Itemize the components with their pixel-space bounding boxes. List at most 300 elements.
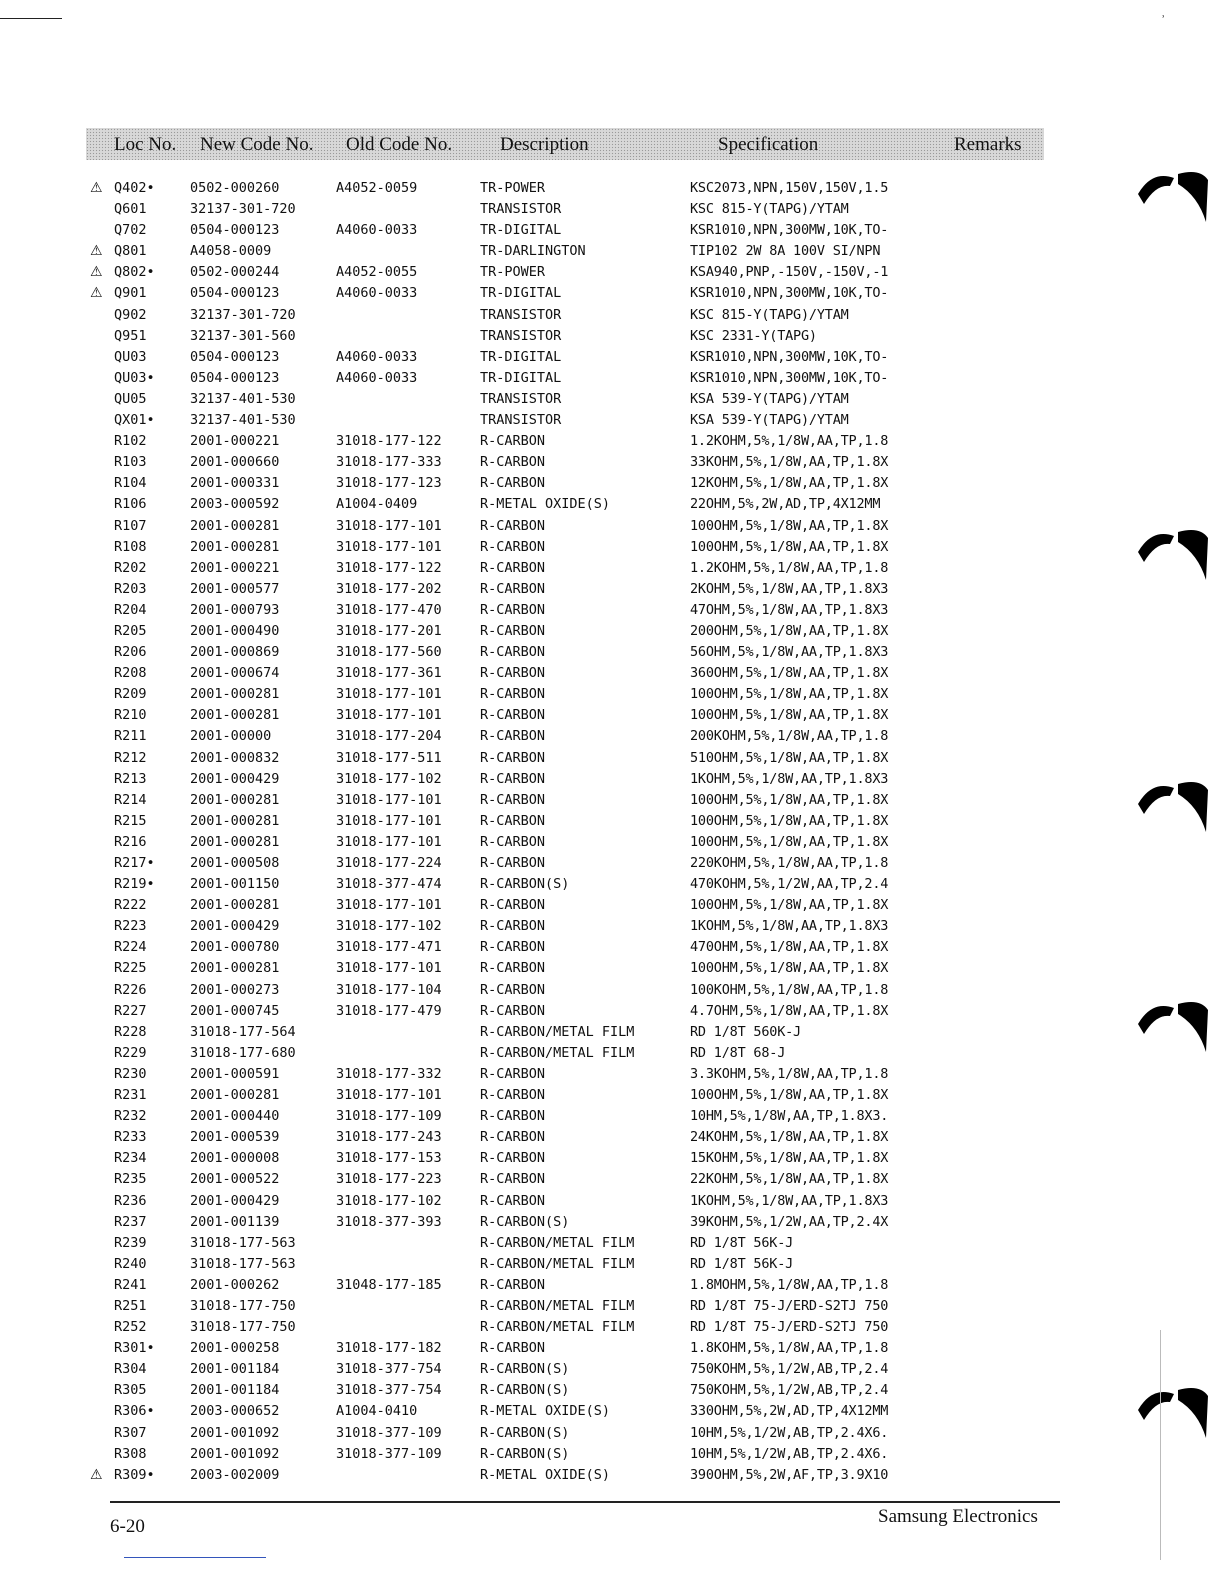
loc-no: R217•	[114, 855, 155, 871]
loc-no: QU03	[114, 348, 147, 365]
specification: 510OHM,5%,1/8W,AA,TP,1.8X	[690, 749, 889, 766]
loc-no: R230	[114, 1065, 147, 1082]
new-code: 31018-177-750	[190, 1319, 296, 1336]
description: R-CARBON/METAL FILM	[480, 1297, 635, 1314]
loc-no: R251	[114, 1297, 147, 1314]
new-code: 2001-000008	[190, 1150, 280, 1167]
loc-no: R309•	[114, 1466, 155, 1483]
loc-no: R229	[114, 1044, 147, 1061]
new-code: 0504-000123	[190, 348, 280, 365]
specification: TIP102 2W 8A 100V SI/NPN	[690, 243, 881, 260]
table-row	[86, 1022, 1086, 1043]
table-row	[86, 1064, 1086, 1085]
binder-hole-mark-5	[1134, 1376, 1210, 1440]
description: R-CARBON	[480, 1065, 546, 1082]
new-code: 2001-000273	[190, 981, 280, 998]
description: R-CARBON	[480, 770, 546, 787]
new-code: 2001-000429	[190, 1192, 280, 1209]
table-row	[86, 326, 1086, 347]
specification: 470KOHM,5%,1/2W,AA,TP,2.4	[690, 876, 889, 893]
old-code: 31018-177-153	[336, 1150, 442, 1167]
footer-rule	[110, 1501, 1060, 1503]
specification: KSR1010,NPN,300MW,10K,TO-	[690, 222, 889, 239]
specification: 1.2KOHM,5%,1/8W,AA,TP,1.8	[690, 559, 889, 576]
specification: 47OHM,5%,1/8W,AA,TP,1.8X3	[690, 601, 889, 618]
old-code: 31018-177-332	[336, 1065, 442, 1082]
description: TR-DIGITAL	[480, 222, 562, 239]
old-code: 31018-177-361	[336, 665, 442, 682]
specification: 100OHM,5%,1/8W,AA,TP,1.8X	[690, 960, 889, 977]
loc-no: R222	[114, 897, 147, 914]
specification: 100OHM,5%,1/8W,AA,TP,1.8X	[690, 812, 889, 829]
loc-no: R301•	[114, 1340, 155, 1357]
old-code: 31018-177-122	[336, 433, 442, 450]
loc-no: QU05	[114, 390, 147, 407]
new-code: 2001-000793	[190, 601, 280, 618]
specification: 10HM,5%,1/8W,AA,TP,1.8X3.	[690, 1108, 889, 1125]
new-code: 31018-177-750	[190, 1297, 296, 1314]
specification: 100OHM,5%,1/8W,AA,TP,1.8X	[690, 517, 889, 534]
specification: KSA 539-Y(TAPG)/YTAM	[690, 390, 849, 407]
old-code: 31018-177-560	[336, 644, 442, 661]
table-row	[86, 389, 1086, 410]
new-code: 2001-000832	[190, 749, 280, 766]
loc-no: R202	[114, 559, 147, 576]
old-code: A1004-0409	[336, 496, 418, 513]
side-rule	[1160, 1330, 1161, 1560]
old-code: 31018-177-123	[336, 475, 442, 492]
description: R-CARBON	[480, 728, 546, 745]
new-code: 2001-000281	[190, 812, 280, 829]
description: R-CARBON	[480, 939, 546, 956]
old-code: 31018-177-182	[336, 1340, 442, 1357]
loc-no: R206	[114, 644, 147, 661]
old-code: A4060-0033	[336, 369, 418, 386]
description: R-CARBON	[480, 749, 546, 766]
description: TRANSISTOR	[480, 327, 562, 344]
binder-hole-mark-2	[1134, 518, 1210, 582]
old-code: 31018-177-104	[336, 981, 442, 998]
table-row	[86, 1423, 1086, 1444]
specification: 15KOHM,5%,1/8W,AA,TP,1.8X	[690, 1150, 889, 1167]
description: TR-DARLINGTON	[480, 243, 586, 260]
warning-icon: ⚠	[90, 180, 103, 196]
loc-no: R203	[114, 580, 147, 597]
description: R-CARBON	[480, 538, 546, 555]
table-row	[86, 1359, 1086, 1380]
loc-no: QX01•	[114, 412, 155, 429]
description: R-CARBON	[480, 454, 546, 471]
specification: 100OHM,5%,1/8W,AA,TP,1.8X	[690, 707, 889, 724]
description: R-METAL OXIDE(S)	[480, 496, 611, 513]
warning-icon: ⚠	[90, 243, 103, 260]
loc-no: R306•	[114, 1403, 155, 1420]
loc-no: R240	[114, 1255, 147, 1272]
specification: RD 1/8T 75-J/ERD-S2TJ 750	[690, 1297, 889, 1314]
new-code: 2001-000577	[190, 580, 280, 597]
old-code: A1004-0410	[336, 1403, 418, 1420]
new-code: 32137-301-720	[190, 306, 296, 323]
loc-no: Q802•	[114, 264, 155, 281]
loc-no: R234	[114, 1150, 147, 1167]
description: TRANSISTOR	[480, 306, 562, 323]
new-code: 2001-001184	[190, 1382, 280, 1399]
table-row	[86, 178, 1086, 199]
table-row	[86, 220, 1086, 241]
new-code: 2001-000281	[190, 1087, 280, 1104]
new-code: 2001-000745	[190, 1002, 280, 1019]
new-code: 2001-000331	[190, 475, 280, 492]
header-old-code: Old Code No.	[346, 134, 453, 155]
table-row	[86, 283, 1086, 304]
table-row	[86, 262, 1086, 283]
loc-no: R104	[114, 475, 147, 492]
new-code: 2001-000221	[190, 559, 280, 576]
loc-no: R239	[114, 1234, 147, 1251]
old-code: 31018-377-109	[336, 1424, 442, 1441]
old-code: A4052-0055	[336, 264, 418, 281]
loc-no: R209	[114, 686, 147, 703]
new-code: 2001-000539	[190, 1129, 280, 1146]
table-row	[86, 1106, 1086, 1127]
specification: KSA940,PNP,-150V,-150V,-1	[690, 264, 889, 281]
specification: 39KOHM,5%,1/2W,AA,TP,2.4X	[690, 1213, 889, 1230]
loc-no: R225	[114, 960, 147, 977]
description: R-CARBON	[480, 622, 546, 639]
table-row	[86, 473, 1086, 494]
loc-no: R108	[114, 538, 147, 555]
table-row	[86, 305, 1086, 326]
specification: KSR1010,NPN,300MW,10K,TO-	[690, 369, 889, 386]
table-row	[86, 1043, 1086, 1064]
new-code: 2001-000281	[190, 897, 280, 914]
table-row	[86, 1254, 1086, 1275]
table-row	[86, 1233, 1086, 1254]
description: R-CARBON	[480, 707, 546, 724]
new-code: 2001-000429	[190, 918, 280, 935]
loc-no: R226	[114, 981, 147, 998]
table-row	[86, 937, 1086, 958]
table-row	[86, 663, 1086, 684]
description: R-CARBON(S)	[480, 1424, 570, 1441]
loc-no: R205	[114, 622, 147, 639]
specification: RD 1/8T 56K-J	[690, 1234, 794, 1251]
loc-no: R103	[114, 454, 147, 471]
description: R-CARBON	[480, 665, 546, 682]
new-code: 0504-000123	[190, 285, 280, 302]
description: TR-POWER	[480, 180, 546, 196]
description: R-CARBON	[480, 918, 546, 935]
loc-no: Q801	[114, 243, 147, 260]
loc-no: R235	[114, 1171, 147, 1188]
specification: 24KOHM,5%,1/8W,AA,TP,1.8X	[690, 1129, 889, 1146]
description: R-CARBON	[480, 433, 546, 450]
specification: 56OHM,5%,1/8W,AA,TP,1.8X3	[690, 644, 889, 661]
loc-no: R213	[114, 770, 147, 787]
specification: 22KOHM,5%,1/8W,AA,TP,1.8X	[690, 1171, 889, 1188]
description: R-CARBON	[480, 833, 546, 850]
binder-hole-mark-4	[1134, 990, 1210, 1054]
parts-table-body	[86, 178, 1086, 1486]
table-row	[86, 537, 1086, 558]
table-row	[86, 1380, 1086, 1401]
loc-no: R236	[114, 1192, 147, 1209]
table-row	[86, 579, 1086, 600]
specification: 1.8KOHM,5%,1/8W,AA,TP,1.8	[690, 1340, 889, 1357]
description: R-CARBON/METAL FILM	[480, 1044, 635, 1061]
specification: 750KOHM,5%,1/2W,AB,TP,2.4	[690, 1382, 889, 1399]
old-code: 31018-177-101	[336, 686, 442, 703]
description: R-CARBON	[480, 791, 546, 808]
table-row	[86, 241, 1086, 262]
new-code: 31018-177-680	[190, 1044, 296, 1061]
table-row	[86, 368, 1086, 389]
description: R-CARBON	[480, 812, 546, 829]
old-code: 31018-177-224	[336, 855, 442, 871]
table-row	[86, 832, 1086, 853]
old-code: 31018-177-102	[336, 770, 442, 787]
new-code: 2001-000258	[190, 1340, 280, 1357]
description: R-CARBON/METAL FILM	[480, 1255, 635, 1272]
warning-icon: ⚠	[90, 264, 103, 281]
table-row	[86, 980, 1086, 1001]
loc-no: R216	[114, 833, 147, 850]
new-code: 2001-000281	[190, 517, 280, 534]
warning-icon: ⚠	[90, 1466, 103, 1483]
loc-no: Q702	[114, 222, 147, 239]
description: TR-POWER	[480, 264, 546, 281]
table-row	[86, 853, 1086, 874]
specification: 100OHM,5%,1/8W,AA,TP,1.8X	[690, 686, 889, 703]
loc-no: R308	[114, 1445, 147, 1462]
specification: KSC 815-Y(TAPG)/YTAM	[690, 306, 849, 323]
new-code: 31018-177-563	[190, 1255, 296, 1272]
loc-no: R228	[114, 1023, 147, 1040]
specification: KSR1010,NPN,300MW,10K,TO-	[690, 285, 889, 302]
table-row	[86, 1338, 1086, 1359]
new-code: 32137-301-720	[190, 201, 296, 218]
old-code: 31018-177-101	[336, 517, 442, 534]
specification: 1KOHM,5%,1/8W,AA,TP,1.8X3	[690, 770, 889, 787]
description: R-CARBON(S)	[480, 1382, 570, 1399]
description: R-CARBON/METAL FILM	[480, 1234, 635, 1251]
new-code: 2001-001184	[190, 1361, 280, 1378]
new-code: A4058-0009	[190, 243, 272, 260]
table-row	[86, 516, 1086, 537]
binder-hole-mark-3	[1134, 770, 1210, 834]
loc-no: Q901	[114, 285, 147, 302]
new-code: 2001-000522	[190, 1171, 280, 1188]
loc-no: R212	[114, 749, 147, 766]
description: R-CARBON/METAL FILM	[480, 1319, 635, 1336]
table-row	[86, 347, 1086, 368]
table-row	[86, 1465, 1086, 1486]
specification: 1KOHM,5%,1/8W,AA,TP,1.8X3	[690, 1192, 889, 1209]
old-code: 31018-177-470	[336, 601, 442, 618]
table-row	[86, 642, 1086, 663]
specification: 1.8MOHM,5%,1/8W,AA,TP,1.8	[690, 1276, 889, 1293]
description: R-CARBON	[480, 644, 546, 661]
new-code: 2001-000674	[190, 665, 280, 682]
description: R-CARBON	[480, 1171, 546, 1188]
specification: 200KOHM,5%,1/8W,AA,TP,1.8	[690, 728, 889, 745]
specification: 10HM,5%,1/2W,AB,TP,2.4X6.	[690, 1424, 889, 1441]
description: R-CARBON	[480, 1192, 546, 1209]
new-code: 2003-002009	[190, 1466, 280, 1483]
new-code: 32137-301-560	[190, 327, 296, 344]
loc-no: R223	[114, 918, 147, 935]
old-code: 31018-177-511	[336, 749, 442, 766]
new-code: 2001-000780	[190, 939, 280, 956]
page-number: 6-20	[110, 1516, 145, 1537]
new-code: 32137-401-530	[190, 412, 296, 429]
table-row	[86, 748, 1086, 769]
loc-no: QU03•	[114, 369, 155, 386]
loc-no: R307	[114, 1424, 147, 1441]
specification: KSC 815-Y(TAPG)/YTAM	[690, 201, 849, 218]
old-code: 31018-177-223	[336, 1171, 442, 1188]
new-code: 2001-000591	[190, 1065, 280, 1082]
table-row	[86, 494, 1086, 515]
corner-mark: ˒	[1162, 12, 1166, 23]
loc-no: R237	[114, 1213, 147, 1230]
new-code: 2001-000262	[190, 1276, 280, 1293]
loc-no: R106	[114, 496, 147, 513]
description: R-CARBON	[480, 1087, 546, 1104]
binder-hole-mark-1	[1134, 160, 1210, 224]
header-loc-no: Loc No.	[114, 134, 177, 155]
specification: 330OHM,5%,2W,AD,TP,4X12MM	[690, 1403, 889, 1420]
new-code: 2001-000221	[190, 433, 280, 450]
table-row	[86, 726, 1086, 747]
specification: RD 1/8T 56K-J	[690, 1255, 794, 1272]
old-code: 31018-177-109	[336, 1108, 442, 1125]
table-row	[86, 811, 1086, 832]
old-code: 31018-377-109	[336, 1445, 442, 1462]
table-row	[86, 1444, 1086, 1465]
specification: 100OHM,5%,1/8W,AA,TP,1.8X	[690, 791, 889, 808]
loc-no: R204	[114, 601, 147, 618]
table-row	[86, 958, 1086, 979]
old-code: 31018-377-474	[336, 876, 442, 893]
loc-no: R214	[114, 791, 147, 808]
new-code: 2001-000281	[190, 833, 280, 850]
table-row	[86, 705, 1086, 726]
specification: 12KOHM,5%,1/8W,AA,TP,1.8X	[690, 475, 889, 492]
specification: 390OHM,5%,2W,AF,TP,3.9X10	[690, 1466, 889, 1483]
loc-no: Q951	[114, 327, 147, 344]
old-code: 31018-177-122	[336, 559, 442, 576]
table-row	[86, 1169, 1086, 1190]
new-code: 31018-177-563	[190, 1234, 296, 1251]
description: R-CARBON	[480, 475, 546, 492]
description: R-CARBON	[480, 1340, 546, 1357]
specification: 220KOHM,5%,1/8W,AA,TP,1.8	[690, 855, 889, 871]
table-row	[86, 1001, 1086, 1022]
new-code: 2001-001150	[190, 876, 280, 893]
specification: 3.3KOHM,5%,1/8W,AA,TP,1.8	[690, 1065, 889, 1082]
new-code: 2001-000281	[190, 538, 280, 555]
new-code: 2001-000508	[190, 855, 280, 871]
specification: 750KOHM,5%,1/2W,AB,TP,2.4	[690, 1361, 889, 1378]
footer-underline	[124, 1557, 266, 1558]
new-code: 2001-001092	[190, 1445, 280, 1462]
new-code: 0502-000260	[190, 180, 280, 196]
old-code: 31018-177-101	[336, 812, 442, 829]
loc-no: R231	[114, 1087, 147, 1104]
description: R-CARBON	[480, 1150, 546, 1167]
new-code: 2001-001092	[190, 1424, 280, 1441]
description: R-CARBON	[480, 855, 546, 871]
old-code: 31018-177-101	[336, 1087, 442, 1104]
new-code: 2001-000440	[190, 1108, 280, 1125]
new-code: 32137-401-530	[190, 390, 296, 407]
description: R-METAL OXIDE(S)	[480, 1466, 611, 1483]
old-code: 31018-177-333	[336, 454, 442, 471]
description: R-CARBON	[480, 897, 546, 914]
description: R-CARBON	[480, 601, 546, 618]
table-row	[86, 1275, 1086, 1296]
old-code: A4060-0033	[336, 285, 418, 302]
description: R-CARBON(S)	[480, 1445, 570, 1462]
table-row	[86, 1127, 1086, 1148]
table-row	[86, 916, 1086, 937]
description: R-CARBON(S)	[480, 1213, 570, 1230]
table-row	[86, 600, 1086, 621]
new-code: 0504-000123	[190, 369, 280, 386]
specification: RD 1/8T 560K-J	[690, 1023, 801, 1040]
table-row	[86, 1317, 1086, 1338]
description: TRANSISTOR	[480, 201, 562, 218]
old-code: 31018-177-201	[336, 622, 442, 639]
specification: 22OHM,5%,2W,AD,TP,4X12MM	[690, 496, 881, 513]
table-row	[86, 1296, 1086, 1317]
description: TR-DIGITAL	[480, 369, 562, 386]
loc-no: Q902	[114, 306, 147, 323]
old-code: 31018-177-101	[336, 897, 442, 914]
loc-no: R211	[114, 728, 147, 745]
table-row	[86, 558, 1086, 579]
specification: 4.7OHM,5%,1/8W,AA,TP,1.8X	[690, 1002, 889, 1019]
loc-no: Q402•	[114, 180, 155, 196]
specification: 100KOHM,5%,1/8W,AA,TP,1.8	[690, 981, 889, 998]
specification: 33KOHM,5%,1/8W,AA,TP,1.8X	[690, 454, 889, 471]
loc-no: R219•	[114, 876, 155, 893]
new-code: 2003-000592	[190, 496, 280, 513]
loc-no: R102	[114, 433, 147, 450]
table-row	[86, 452, 1086, 473]
header-new-code: New Code No.	[200, 134, 314, 155]
loc-no: Q601	[114, 201, 147, 218]
new-code: 2001-000281	[190, 960, 280, 977]
new-code: 2001-000660	[190, 454, 280, 471]
specification: 1.2KOHM,5%,1/8W,AA,TP,1.8	[690, 433, 889, 450]
old-code: 31018-177-471	[336, 939, 442, 956]
table-row	[86, 1148, 1086, 1169]
old-code: 31018-177-101	[336, 833, 442, 850]
specification: 100OHM,5%,1/8W,AA,TP,1.8X	[690, 538, 889, 555]
specification: 10HM,5%,1/2W,AB,TP,2.4X6.	[690, 1445, 889, 1462]
description: R-CARBON	[480, 517, 546, 534]
old-code: 31048-177-185	[336, 1276, 442, 1293]
description: TRANSISTOR	[480, 390, 562, 407]
old-code: 31018-177-204	[336, 728, 442, 745]
specification: KSA 539-Y(TAPG)/YTAM	[690, 412, 849, 429]
loc-no: R227	[114, 1002, 147, 1019]
new-code: 2003-000652	[190, 1403, 280, 1420]
specification: 200OHM,5%,1/8W,AA,TP,1.8X	[690, 622, 889, 639]
table-row	[86, 1401, 1086, 1422]
